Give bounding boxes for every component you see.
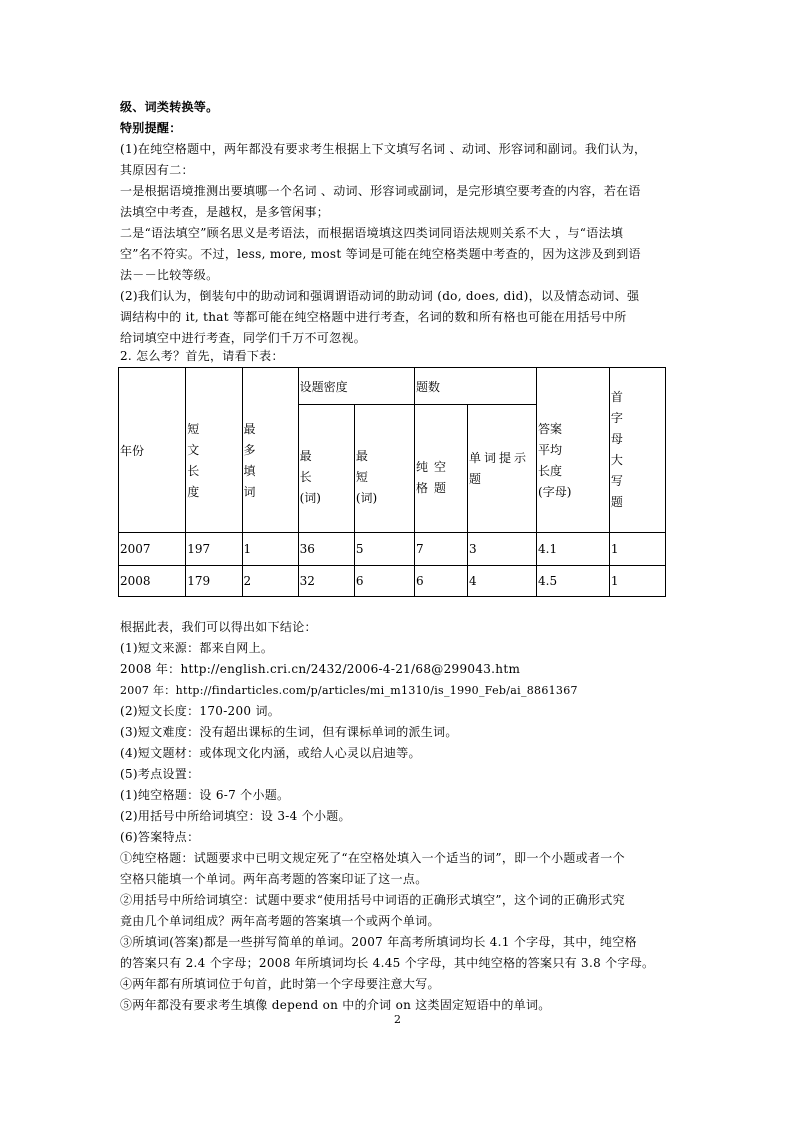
cell-capital: 1 bbox=[609, 566, 665, 597]
cell-pure-blank: 6 bbox=[415, 566, 468, 597]
cell-hint-word: 4 bbox=[468, 566, 537, 597]
paragraph-line: 其原因有二： bbox=[120, 163, 194, 177]
paragraph-line: ③所填词(答案)都是一些拼写简单的单词。2007 年高考所填词均长 4.1 个字母，其中，纯空格 bbox=[120, 935, 637, 949]
header-text-length-label: 短文长度 bbox=[187, 422, 200, 499]
paragraph-line: 调结构中的 it, that 等都可能在纯空格题中进行考查，名词的数和所有格也可能在用括号中所 bbox=[120, 310, 627, 324]
paragraph-line: (2)用括号中所给词填空：设 3-4 个小题。 bbox=[120, 809, 351, 823]
paragraph-line: ⑤两年都没有要求考生填像 depend on 中的介词 on 这类固定短语中的单词。 bbox=[120, 998, 551, 1012]
header-avg-answer-line: (字母) bbox=[538, 485, 572, 499]
paragraph-line: ②用括号中所给词填空：试题中要求“使用括号中词语的正确形式填空”，这个词的正确形式究 bbox=[120, 893, 625, 907]
header-hint-word-label: 单词提示题 bbox=[469, 450, 530, 486]
header-text-length bbox=[186, 368, 242, 533]
cell-shortest: 6 bbox=[354, 566, 414, 597]
cell-capital: 1 bbox=[609, 533, 665, 566]
paragraph-line: ①纯空格题：试题要求中已明文规定死了“在空格处填入一个适当的词”，即一个小题或者一个 bbox=[120, 851, 625, 865]
table-row bbox=[119, 566, 666, 597]
header-shortest-unit: (词) bbox=[355, 491, 378, 505]
section-heading: 特别提醒： bbox=[120, 121, 182, 135]
cell-year: 2008 bbox=[119, 566, 186, 597]
source-link[interactable]: 2007 年：http://findarticles.com/p/articles/mi_m1310/is_1990_Feb/ai_8861367 bbox=[120, 684, 578, 697]
header-avg-answer-line: 答案 bbox=[538, 422, 563, 436]
header-max-fill-label: 最多填词 bbox=[243, 422, 256, 499]
paragraph-line: 的答案只有 2.4 个字母；2008 年所填词均长 4.45 个字母，其中纯空格的答案只有 3.8 个字母。 bbox=[120, 956, 655, 970]
paragraph-line: 法填空中考查，是越权，是多管闲事； bbox=[120, 205, 330, 219]
paragraph-line: 根据此表，我们可以得出如下结论： bbox=[120, 620, 317, 634]
paragraph-line: 一是根据语境推测出要填哪一个名词 、动词、形容词或副词，是完形填空要考查的内容，若在语 bbox=[120, 184, 641, 198]
paragraph-line: 竟由几个单词组成？两年高考题的答案填一个或两个单词。 bbox=[120, 914, 440, 928]
header-longest-unit: (词) bbox=[299, 491, 321, 505]
paragraph-line: (6)答案特点： bbox=[120, 830, 200, 844]
paragraph-line: 给词填空中进行考查，同学们千万不可忽视。 bbox=[120, 331, 367, 345]
cell-text-length: 197 bbox=[186, 533, 242, 566]
header-longest bbox=[298, 405, 354, 533]
cell-longest: 32 bbox=[298, 566, 354, 597]
paragraph-line: (3)短文难度：没有超出课标的生词，但有课标单词的派生词。 bbox=[120, 725, 458, 739]
header-capital bbox=[609, 368, 665, 533]
cell-year: 2007 bbox=[119, 533, 186, 566]
cell-avg-answer: 4.1 bbox=[537, 533, 610, 566]
header-shortest bbox=[354, 405, 414, 533]
header-shortest-label: 最短 bbox=[355, 449, 368, 484]
header-longest-label: 最长 bbox=[299, 449, 312, 484]
header-count: 题数 bbox=[415, 368, 537, 405]
cell-hint-word: 3 bbox=[468, 533, 537, 566]
header-avg-answer-line: 平均 bbox=[538, 443, 563, 457]
cell-pure-blank: 7 bbox=[415, 533, 468, 566]
paragraph-line: (5)考点设置： bbox=[120, 767, 200, 781]
paragraph-line: 二是“语法填空”顾名思义是考语法，而根据语境填这四类词同语法规则关系不大 ，与“语法填 bbox=[120, 226, 624, 240]
page-number: 2 bbox=[394, 1013, 401, 1026]
paragraph-line: (1)短文来源：都来自网上。 bbox=[120, 641, 274, 655]
cell-longest: 36 bbox=[298, 533, 354, 566]
header-avg-answer bbox=[537, 368, 610, 533]
header-hint-word bbox=[468, 405, 537, 533]
cell-text-length: 179 bbox=[186, 566, 242, 597]
header-capital-label: 首字母大写题 bbox=[610, 390, 623, 509]
paragraph-line: 空格只能填一个单词。两年高考题的答案印证了这一点。 bbox=[120, 872, 428, 886]
statistics-table bbox=[118, 367, 666, 597]
paragraph-line: (2)短文长度：170-200 词。 bbox=[120, 704, 281, 718]
table-row bbox=[119, 533, 666, 566]
header-avg-answer-line: 长度 bbox=[538, 464, 563, 478]
paragraph-line: 法－－比较等级。 bbox=[120, 268, 219, 282]
paragraph-line: (1)在纯空格题中，两年都没有要求考生根据上下文填写名词 、动词、形容词和副词。我们认为， bbox=[120, 142, 647, 156]
paragraph-line: 2. 怎么考？首先，请看下表： bbox=[120, 349, 284, 363]
cell-max-fill: 1 bbox=[242, 533, 298, 566]
cell-shortest: 5 bbox=[354, 533, 414, 566]
paragraph-line: 空”名不符实。不过，less, more, most 等词是可能在纯空格类题中考查的，因为这涉及到到语 bbox=[120, 247, 641, 261]
header-pure-blank bbox=[415, 405, 468, 533]
source-link[interactable]: 2008 年：http://english.cri.cn/2432/2006-4-21/68@299043.htm bbox=[120, 662, 521, 676]
header-pure-blank-label: 纯空格题 bbox=[416, 459, 453, 495]
paragraph-line: (4)短文题材：或体现文化内涵，或给人心灵以启迪等。 bbox=[120, 746, 421, 760]
paragraph-line: 级、词类转换等。 bbox=[120, 100, 219, 114]
cell-max-fill: 2 bbox=[242, 566, 298, 597]
header-max-fill bbox=[242, 368, 298, 533]
paragraph-line: ④两年都有所填词位于句首，此时第一个字母要注意大写。 bbox=[120, 977, 440, 991]
header-density: 设题密度 bbox=[298, 368, 414, 405]
paragraph-line: (1)纯空格题：设 6-7 个小题。 bbox=[120, 788, 290, 802]
cell-avg-answer: 4.5 bbox=[537, 566, 610, 597]
header-year: 年份 bbox=[119, 368, 186, 533]
paragraph-line: (2)我们认为，倒装句中的助动词和强调谓语动词的助动词 (do, does, did)，以及情态动词、强 bbox=[120, 289, 640, 303]
